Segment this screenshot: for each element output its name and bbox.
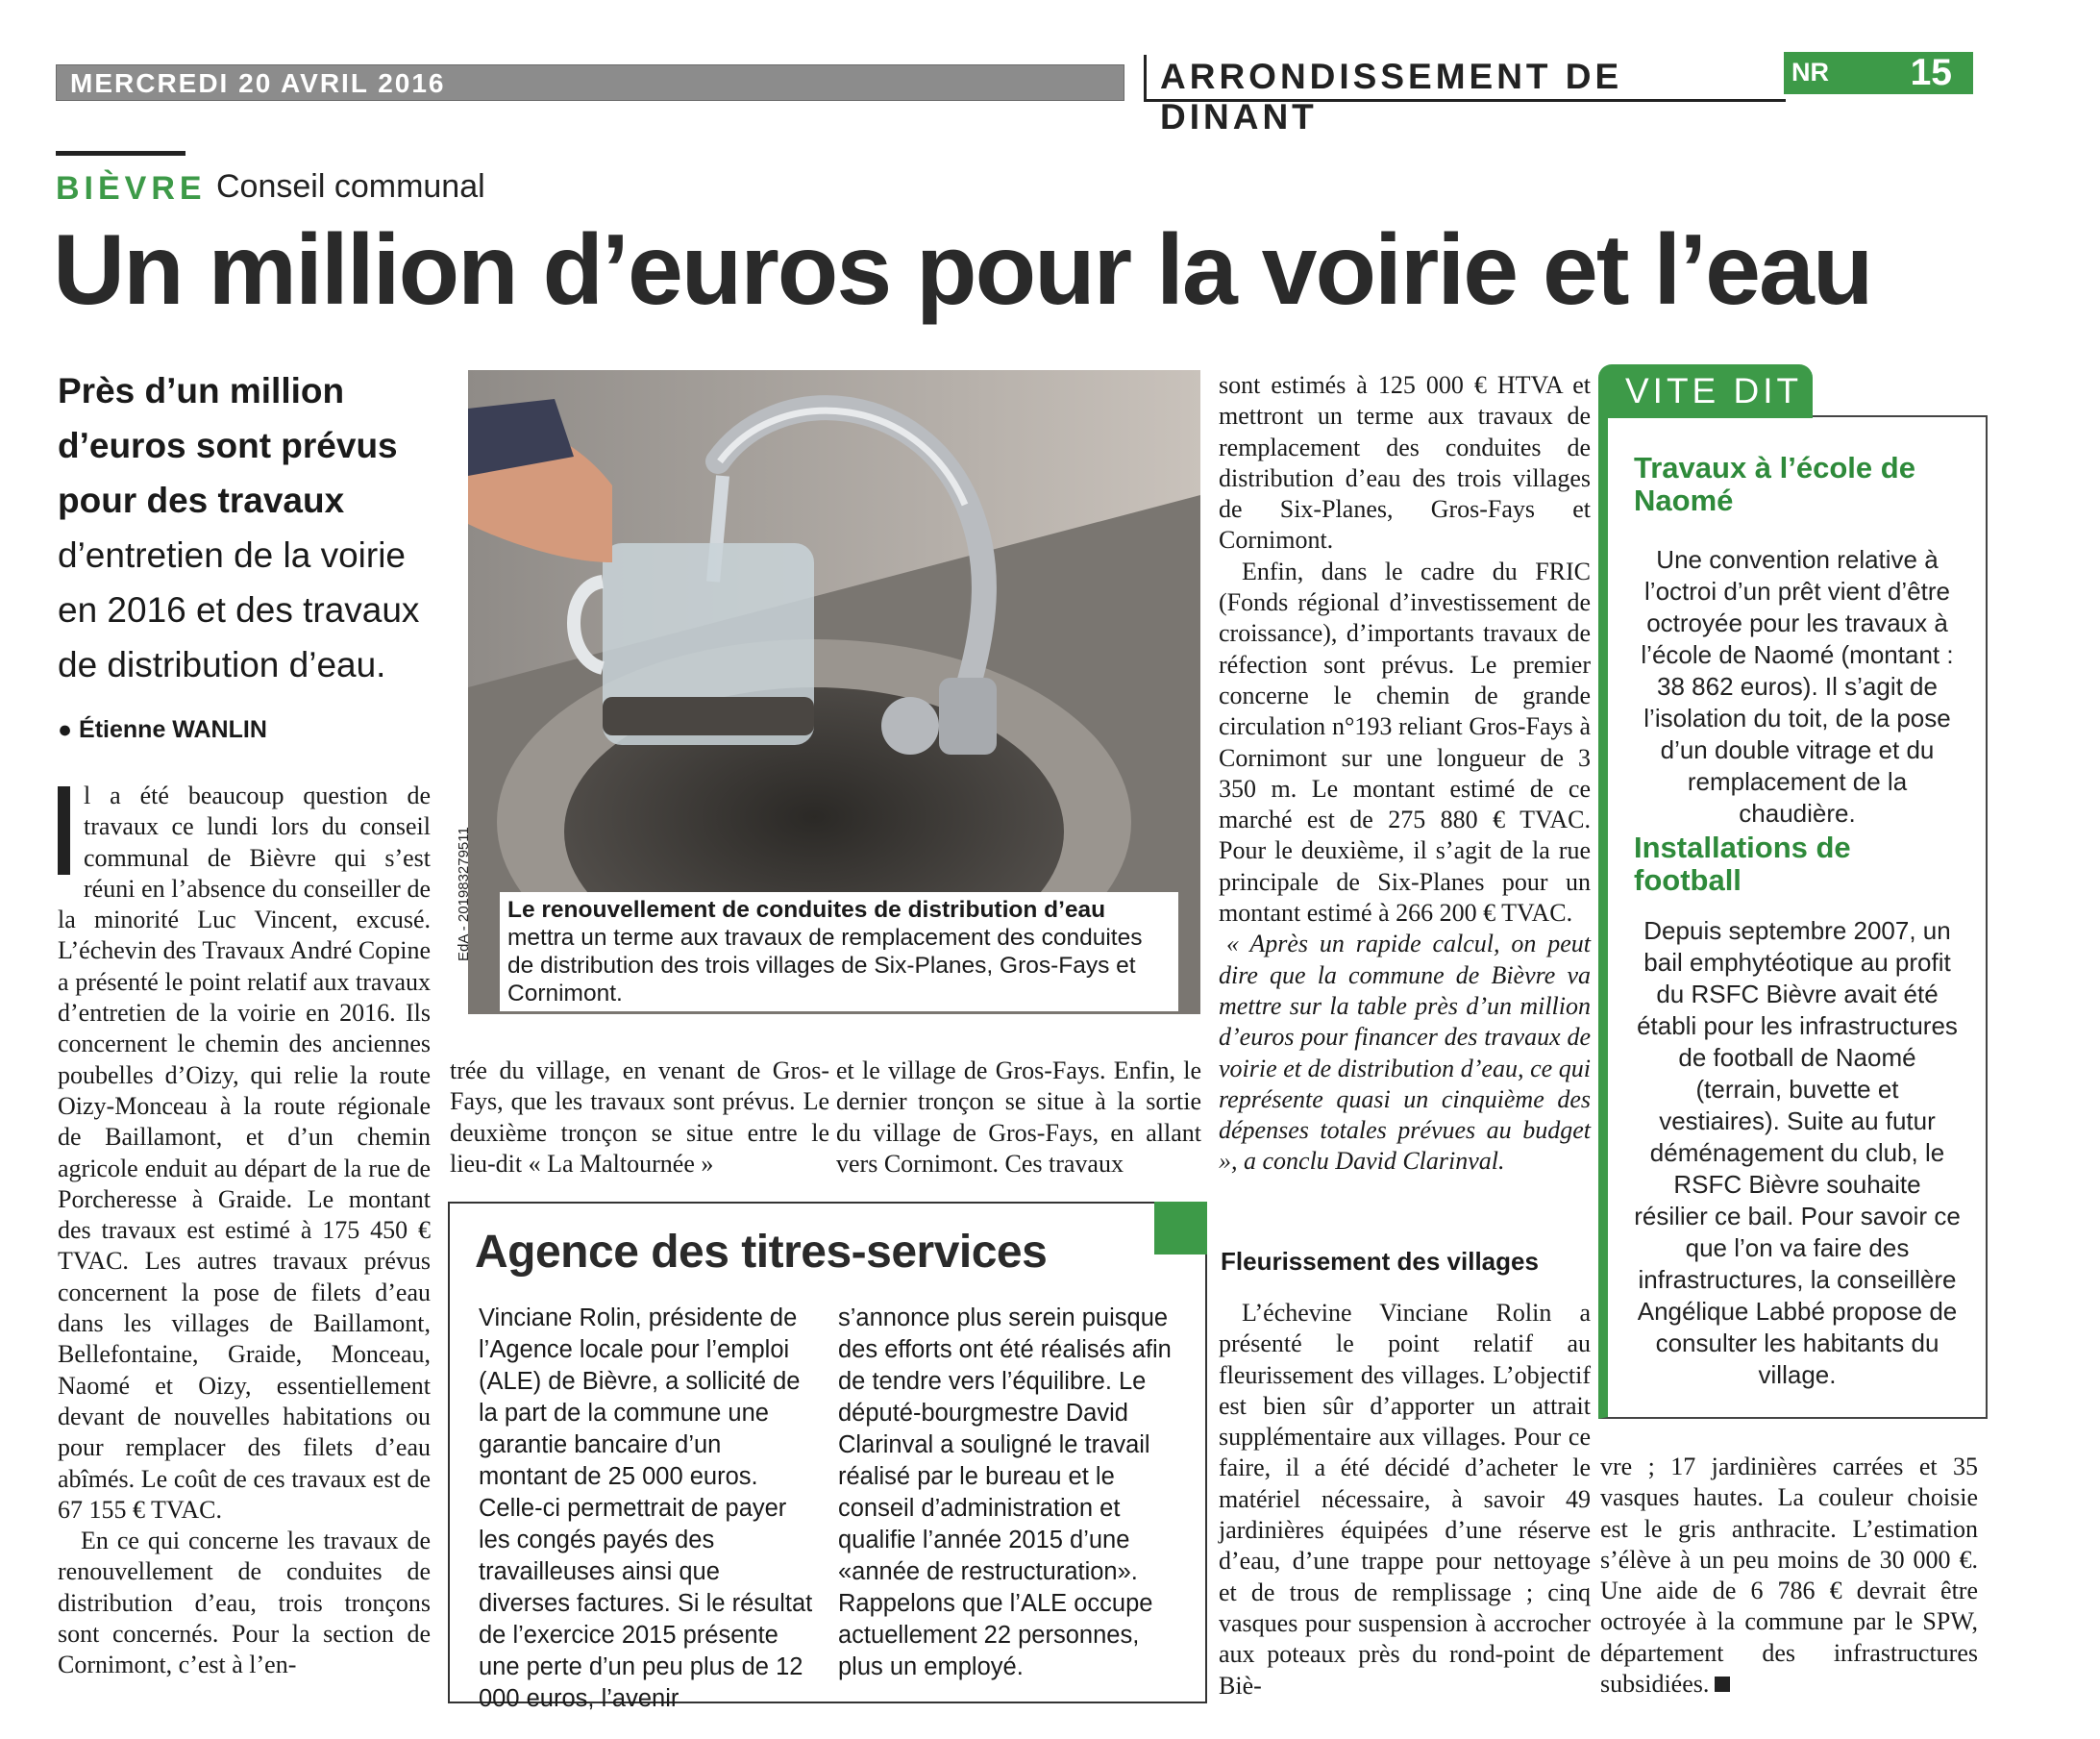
issue-date: MERCREDI 20 AVRIL 2016 [70, 68, 446, 98]
box-corner-accent [1154, 1202, 1207, 1255]
subkicker: Conseil communal [216, 168, 485, 205]
vite-dit-tab [1598, 364, 1813, 418]
paragraph: Enfin, dans le cadre du FRIC (Fonds régional d’investissement de croissance), d’importants travaux de réfection sont prévus. Le premier concerne le chemin de grande circulation n°193 reliant Gros-Fays à Cornimont sur une longueur de 3 350 m. Le montant estimé de ce marché est de 275 880 € TVAC. Pour le deuxième, il s’agit de la rue principale de Six-Planes pour un montant estimé à 266 200 € TVAC. [1219, 557, 1591, 928]
vite-dit-text-2: Depuis septembre 2007, un bail emphytéotique au profit du RSFC Bièvre avait été établi pour les infrastructures de football de Naomé (terrain, buvette et vestiaires). Suite au futur déménagement du club, le RSFC Bièvre souhaite résilier ce bail. Pour savoir ce que l’on va faire des infrastructures, la conseillère Angélique Labbé propose de consulter les habitants du village. [1634, 916, 1961, 1389]
photo-credit: EdA - 201983279511 [456, 827, 472, 961]
vite-dit-text-1: Une convention relative à l’octroi d’un prêt vient d’être octroyée pour les travaux à l’école de Naomé (montant : 38 862 euros). Il s’agit de l’isolation du toit, de la pose d’un double vitrage et du remplacement de la chaudière. [1641, 545, 1954, 828]
subheading: Fleurissement des villages [1221, 1247, 1539, 1276]
vite-dit-heading-1: Travaux à l’école de Naomé [1634, 451, 1915, 517]
drop-cap [58, 786, 70, 875]
photo-caption [500, 892, 1178, 1011]
article-column-5: L’échevine Vinciane Rolin a présenté le point relatif au fleurissement des villages. L’objectif est bien sûr d’apporter un attrait supplémentaire aux villages. Pour ce faire, il a été décidé d’acheter le matériel nécessaire, à savoir 49 jardinières équipées d’une réserve d’eau, d’une trappe pour nettoyage et de trous de remplissage ; cinq vasques pour suspension à accrocher aux poteaux près du rond-point de Biè- [1219, 1299, 1591, 1700]
caption-rest: mettra un terme aux travaux de remplacement des conduites de distribution des trois villages de Six-Planes, Gros-Fays et Cornimont. [507, 925, 1143, 1006]
article-column-6 [1600, 1452, 1978, 1700]
headline: Un million d’euros pour la voirie et l’eau [53, 214, 1872, 326]
paragraph: En ce qui concerne les travaux de renouvellement de conduites de distribution d’eau, trois tronçons sont concernés. Pour la section de Cornimont, c’est à l’en- [58, 1527, 431, 1679]
article-lead [58, 363, 452, 692]
section-header [1144, 55, 1786, 137]
paragraph: sont estimés à 125 000 € HTVA et mettront un terme aux travaux de remplacement des conduites de distribution d’eau des trois villages de Six-Planes, Gros-Fays et Cornimont. [1219, 371, 1591, 555]
agence-title: Agence des titres-services [475, 1227, 1048, 1278]
brand-logo: NR [1791, 58, 1829, 87]
vite-dit-heading-2: Installations de football [1634, 831, 1851, 897]
article-column-4 [1219, 370, 1591, 1178]
section-title: ARRONDISSEMENT DE DINANT [1160, 57, 1623, 137]
agence-column-2: s’annonce plus serein puisque des efforts ont été réalisés afin de tendre vers l’équilibre. Le député-bourgmestre David Clarinval a souligné le travail réalisé par le bureau et le conseil d’administration et qualifie l’année 2015 d’une «année de restructuration». Rappelons que l’ALE occupe actuellement 22 personnes, plus un employé. [838, 1304, 1172, 1680]
agence-column-1: Vinciane Rolin, présidente de l’Agence locale pour l’emploi (ALE) de Bièvre, a sollicité de la part de la commune une garantie bancaire d’un montant de 25 000 euros. Celle-ci permettrait de payer les congés payés des travailleuses ainsi que diverses factures. Si le résultat de l’exercice 2015 présente une perte d’un peu plus de 12 000 euros, l’avenir [479, 1304, 813, 1712]
paragraph: vre ; 17 jardinières carrées et 35 vasques hautes. La couleur choisie est le gris anthracite. L’estimation s’élève à un peu moins de 30 000 €. Une aide de 6 786 € devrait être octroyée à la commune par le SPW, département des infrastructures subsidiées. [1600, 1453, 1978, 1699]
article-column-2: trée du village, en venant de Gros-Fays, que les travaux sont prévus. Le deuxième tronçon se situe entre le lieu-dit « La Maltournée » [450, 1056, 829, 1178]
lead-bold: Près d’un million d’euros sont prévus pour des travaux [58, 371, 398, 520]
caption-bold: Le renouvellement de conduites de distribution d’eau [507, 897, 1106, 923]
vite-dit-label: VITE DIT [1625, 371, 1803, 410]
date-bar [56, 64, 1124, 101]
byline: ● Étienne WANLIN [58, 716, 267, 743]
end-mark-icon [1715, 1677, 1730, 1692]
quote-paragraph: « Après un rapide calcul, on peut dire que la commune de Bièvre va mettre sur la table près d’un million d’euros pour financer des travaux de voirie et de distribution d’eau, ce qui représente quasi un cinquième des dépenses totales prévues au budget », a conclu David Clarinval. [1219, 930, 1591, 1176]
article-column-1 [58, 781, 431, 1681]
article-column-3: et le village de Gros-Fays. Enfin, le dernier tronçon se situe à la sortie du village de Gros-Fays, en allant vers Cornimont. Ces travaux [836, 1056, 1201, 1178]
page-badge [1784, 52, 1973, 94]
kicker: BIÈVRE [56, 170, 207, 207]
page-number: 15 [1910, 52, 1952, 93]
lead-rest: d’entretien de la voirie en 2016 et des travaux de distribution d’eau. [58, 535, 420, 684]
paragraph: l a été beaucoup question de travaux ce lundi lors du conseil communal de Bièvre qui s’est réuni en l’absence du conseiller de la minorité Luc Vincent, excusé. L’échevin des Travaux André Copine a présenté le point relatif aux travaux d’entretien de la voirie en 2016. Ils concernent le chemin des anciennes poubelles d’Oizy, qui relie la route Oizy-Monceau à la route régionale de Baillamont, et d’un chemin agricole enduit au départ de la rue de Porcheresse à Graide. Le montant des travaux est estimé à 175 450 € TVAC. Les autres travaux prévus concernent la pose de filets d’eau dans les villages de Baillamont, Bellefontaine, Graide, Monceau, Naomé et Oizy, essentiellement devant de nouvelles habitations ou pour remplacer des filets d’eau abîmés. Le coût de ces travaux est de 67 155 € TVAC. [58, 782, 431, 1524]
kicker-rule [56, 151, 185, 156]
